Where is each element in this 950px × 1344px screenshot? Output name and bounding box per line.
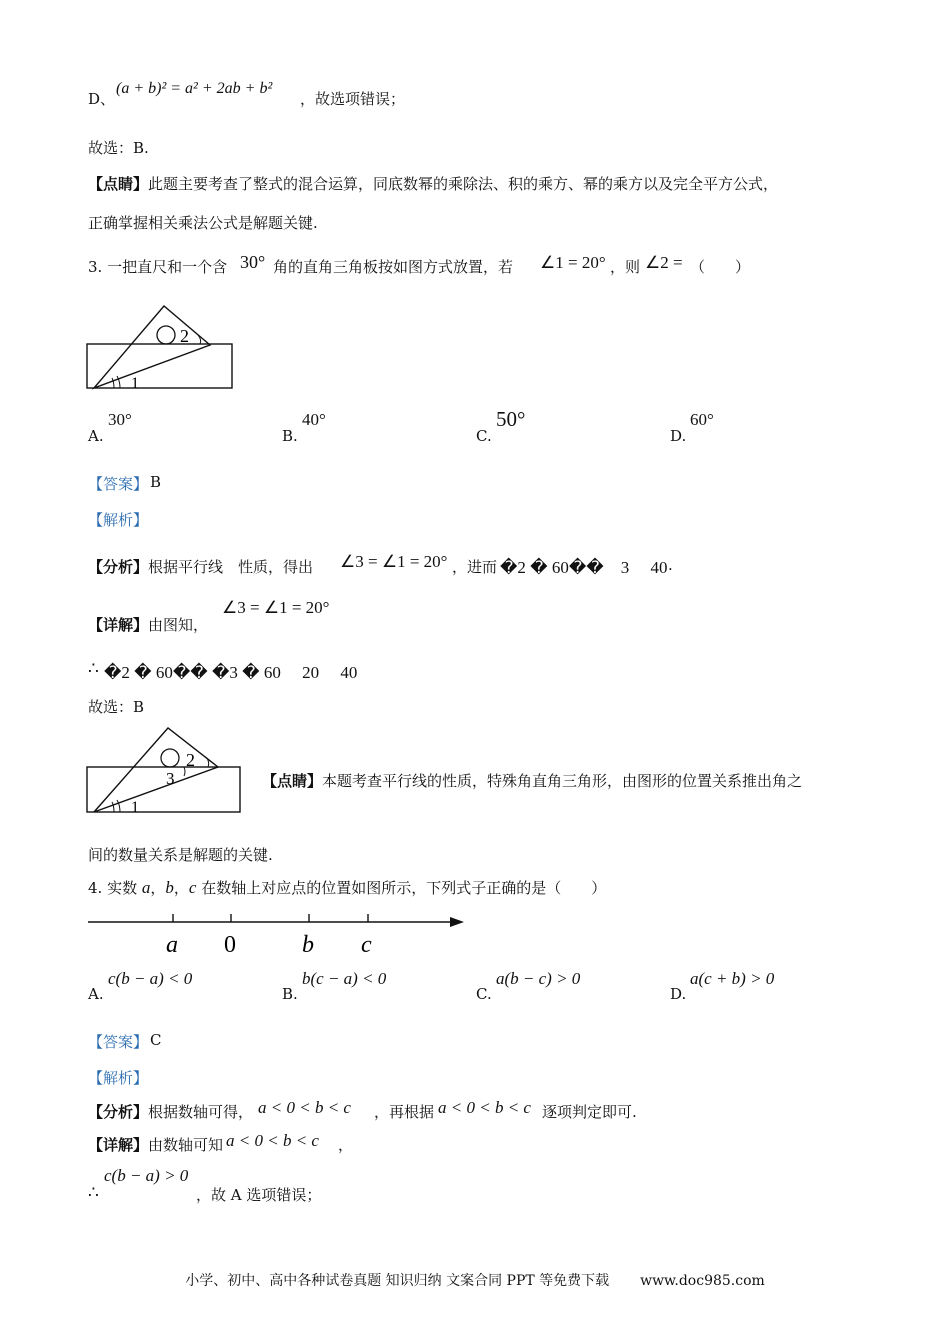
axis-label-a: a <box>166 932 178 958</box>
q3-option-a-letter: A. <box>88 427 104 445</box>
q3-option-d-letter: D. <box>670 427 687 445</box>
ruler-triangle-figure <box>86 302 236 394</box>
q4-stem-rest: 在数轴上对应点的位置如图所示，下列式子正确的是（ ） <box>196 879 607 897</box>
option-d-label: D、 <box>88 90 116 108</box>
q3-stem-paren: （ ） <box>690 258 751 276</box>
q3-stem-target: ∠2 = <box>645 253 683 272</box>
q3-option-a-value: 30° <box>108 410 132 429</box>
q3-dianjing-tag: 【点睛】 <box>262 772 323 790</box>
q4-var-a: a <box>141 878 151 897</box>
q3-stem-angle: 30° <box>240 252 266 272</box>
axis-label-zero: 0 <box>224 932 236 958</box>
q4-stem-prefix: 4. 实数 <box>88 879 142 897</box>
q4-fenxi-text1: 根据数轴可得， <box>148 1103 254 1121</box>
q3-fenxi-text2: ，进而 <box>452 558 498 576</box>
q2-dianjing-tag: 【点睛】 <box>88 175 149 193</box>
q3-stem-middle: 角的直角三角板按如图方式放置，若 <box>273 258 514 276</box>
q4-sep2: ， <box>173 879 189 897</box>
q4-option-d-expr: a(c + b) > 0 <box>690 969 775 988</box>
q4-fenxi-text2: ，再根据 <box>374 1103 435 1121</box>
q4-analysis-tag: 【解析】 <box>88 1069 149 1087</box>
q4-option-b-letter: B. <box>282 985 298 1003</box>
option-d-suffix: ，故选项错误； <box>300 90 406 108</box>
q3-fenxi-text1: 根据平行线 性质，得出 <box>148 558 314 576</box>
q3-fenxi-end: . <box>668 556 673 574</box>
q3-option-b-value: 40° <box>302 410 326 429</box>
q2-dianjing-line1: 此题主要考查了整式的混合运算，同底数幂的乘除法、积的乘方、幂的乘方以及完全平方公式， <box>148 175 779 193</box>
footer-url[interactable]: www.doc985.com <box>640 1273 765 1289</box>
q4-fenxi-tag: 【分析】 <box>88 1103 149 1121</box>
q4-option-b-expr: b(c − a) < 0 <box>302 969 387 988</box>
q3-option-c-value: 50° <box>496 407 526 431</box>
q3-option-b-letter: B. <box>282 427 298 445</box>
q4-xiangjie-tag: 【详解】 <box>88 1136 149 1154</box>
q3-fenxi-garbled: �2 � 60�� 3 40 <box>500 558 668 577</box>
q2-dianjing-line2: 正确掌握相关乘法公式是解题关键. <box>88 214 318 232</box>
q3-dianjing-line2: 间的数量关系是解题的关键. <box>88 846 273 864</box>
q3-option-c-letter: C. <box>476 427 492 445</box>
q4-fenxi-expr1: a < 0 < b < c <box>258 1098 351 1117</box>
q4-xiangjie-expr: a < 0 < b < c <box>226 1131 319 1150</box>
q3-option-d-value: 60° <box>690 410 714 429</box>
q3-dianjing-line1: 本题考查平行线的性质，特殊角直角三角形，由图形的位置关系推出角之 <box>322 772 803 790</box>
q4-fenxi-text3: 逐项判定即可. <box>542 1103 637 1121</box>
footer-text: 小学、初中、高中各种试卷真题 知识归纳 文案合同 PPT 等免费下载 <box>185 1273 610 1289</box>
q4-option-c-letter: C. <box>476 985 492 1003</box>
q4-option-a-expr: c(b − a) < 0 <box>108 969 193 988</box>
q4-answer: C <box>150 1031 162 1049</box>
q4-therefore-symbol: ∴ <box>88 1183 99 1203</box>
q4-option-c-expr: a(b − c) > 0 <box>496 969 581 988</box>
q4-therefore-expr: c(b − a) > 0 <box>104 1166 189 1185</box>
q4-option-d-letter: D. <box>670 985 687 1003</box>
q4-var-c: c <box>188 878 197 897</box>
q3-xiangjie-text: 由图知， <box>148 616 209 634</box>
q4-xiangjie-text: 由数轴可知 <box>148 1136 224 1154</box>
q3-fenxi-tag: 【分析】 <box>88 558 149 576</box>
q4-option-a-letter: A. <box>88 985 104 1003</box>
q3-xiangjie-tag: 【详解】 <box>88 616 149 634</box>
q4-xiangjie-end: ， <box>338 1136 354 1154</box>
q4-answer-tag: 【答案】 <box>88 1033 149 1051</box>
axis-label-b: b <box>302 932 314 958</box>
q3-stem-ask: ，则 <box>610 258 641 276</box>
q3-answer: B <box>150 473 162 491</box>
ruler-triangle-figure-labeled <box>86 724 244 816</box>
q3-therefore-symbol: ∴ <box>88 659 99 679</box>
q4-sep1: ， <box>150 879 166 897</box>
q4-fenxi-expr2: a < 0 < b < c <box>438 1098 531 1117</box>
number-line-figure <box>86 910 466 960</box>
q4-stem <box>88 877 606 898</box>
q3-therefore-garbled: �2 � 60�� �3 � 60 20 40 <box>104 663 358 682</box>
option-d-expression: (a + b)² = a² + 2ab + b² <box>116 80 273 97</box>
page-footer <box>0 1270 950 1290</box>
angle-2-label: 2 <box>180 326 189 346</box>
angle-2-label: 2 <box>186 750 195 770</box>
q3-xiangjie-expr: ∠3 = ∠1 = 20° <box>222 598 330 617</box>
angle-1-label: 1 <box>131 799 139 816</box>
angle-3-label: 3 <box>166 769 175 788</box>
angle-1-label: 1 <box>131 375 139 392</box>
q4-var-b: b <box>165 878 174 897</box>
q3-stem-prefix: 3. 一把直尺和一个含 <box>88 258 228 276</box>
axis-label-c: c <box>361 932 372 958</box>
q2-choice: 故选：B. <box>88 139 149 157</box>
q3-fenxi-expr: ∠3 = ∠1 = 20° <box>340 552 448 571</box>
q3-analysis-tag: 【解析】 <box>88 511 149 529</box>
q3-choice: 故选：B <box>88 698 145 716</box>
q4-therefore-text: ，故 A 选项错误； <box>196 1186 322 1204</box>
q3-answer-tag: 【答案】 <box>88 475 149 493</box>
q3-stem-given: ∠1 = 20° <box>540 253 606 272</box>
